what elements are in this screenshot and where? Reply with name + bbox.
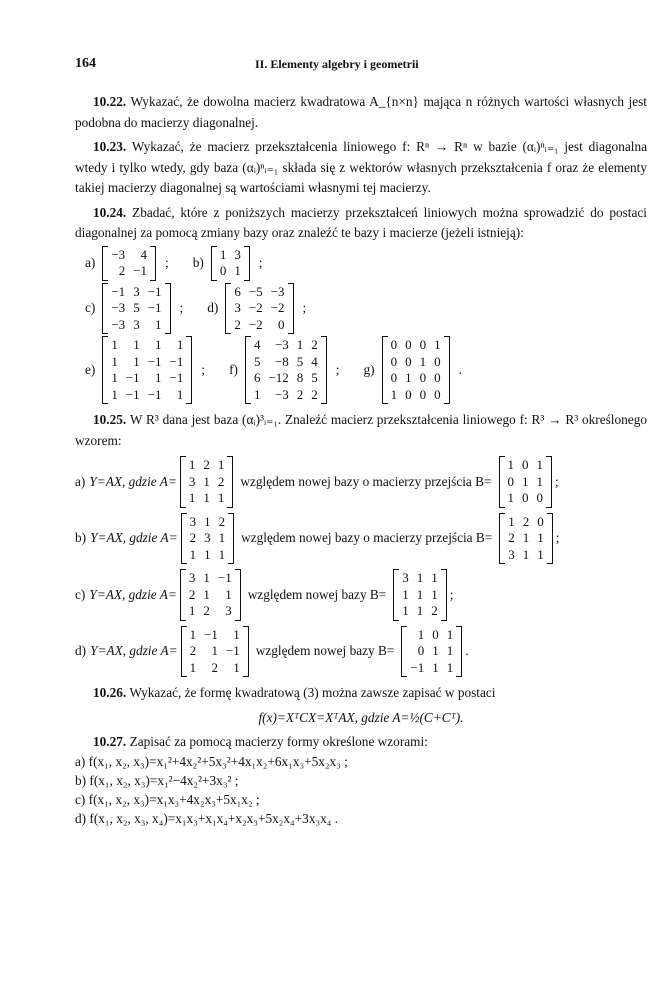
matrix-cell: 6 bbox=[253, 370, 261, 385]
matrix-cell: 1 bbox=[507, 490, 515, 505]
item-label: f) bbox=[229, 362, 238, 377]
matrix-cell: 5 bbox=[311, 370, 318, 385]
item-label: d) bbox=[207, 300, 219, 316]
matrix-cell: 1 bbox=[176, 386, 184, 402]
punctuation: ; bbox=[555, 473, 559, 489]
matrix-cell: −8 bbox=[274, 353, 289, 369]
right-bracket bbox=[244, 246, 250, 281]
punctuation: ; bbox=[258, 255, 263, 270]
matrix-cell: 3 bbox=[234, 300, 241, 315]
matrix-cell: 1 bbox=[111, 353, 118, 369]
matrix-cell: 2 bbox=[188, 586, 196, 602]
matrix-cell: −1 bbox=[147, 283, 162, 299]
matrix-cell: −12 bbox=[268, 370, 289, 385]
matrix bbox=[499, 456, 553, 508]
matrix-cell: −3 bbox=[270, 283, 285, 299]
matrix-cell: 0 bbox=[432, 626, 439, 642]
matrix-cell: 2 bbox=[431, 603, 438, 618]
matrix bbox=[181, 626, 249, 678]
matrix-cell: 1 bbox=[188, 457, 196, 472]
matrix-cell: 1 bbox=[522, 530, 530, 545]
right-bracket bbox=[321, 336, 327, 404]
right-bracket bbox=[165, 283, 171, 335]
matrix-cell: 1 bbox=[204, 546, 211, 562]
matrix-cell: −3 bbox=[274, 337, 289, 352]
problem-number: 10.23. bbox=[93, 139, 127, 154]
matrix-cell: 1 bbox=[390, 386, 398, 402]
matrix bbox=[401, 626, 462, 678]
matrix-cell: 1 bbox=[522, 546, 530, 562]
punctuation: ; bbox=[449, 586, 454, 602]
right-bracket bbox=[546, 456, 552, 508]
matrix-row bbox=[75, 283, 647, 335]
matrix-cell: 1 bbox=[431, 570, 438, 585]
matrix-cells bbox=[407, 626, 456, 678]
problem-text: Wykazać, że dowolna macierz kwadratowa A_{n×n} mająca n różnych wartości własnych jest podobna do macierzy diagonalnej. bbox=[75, 94, 647, 130]
matrix-cell: 1 bbox=[402, 586, 409, 602]
matrix-cell: 1 bbox=[155, 337, 162, 352]
matrix-cell: 1 bbox=[508, 513, 515, 529]
matrix-cell: 5 bbox=[253, 353, 261, 369]
matrix-cell: 1 bbox=[536, 473, 544, 489]
problem-number: 10.22. bbox=[93, 94, 127, 109]
matrix-cell: −3 bbox=[111, 300, 126, 315]
matrix-cell: 2 bbox=[203, 457, 210, 472]
matrix-cell: 1 bbox=[111, 337, 118, 352]
right-bracket bbox=[186, 336, 192, 404]
right-bracket bbox=[150, 246, 156, 281]
matrix-cell: −1 bbox=[169, 353, 184, 369]
problem-number: 10.24. bbox=[93, 204, 127, 220]
matrix-cells bbox=[108, 336, 186, 404]
matrix-cells bbox=[187, 626, 243, 678]
matrix-cell: 1 bbox=[446, 643, 454, 658]
matrix-cell: 3 bbox=[508, 546, 515, 562]
matrix-cell: 1 bbox=[416, 586, 424, 602]
matrix-cells bbox=[187, 513, 229, 565]
matrix-cell: 5 bbox=[133, 300, 140, 315]
matrix bbox=[180, 569, 241, 621]
matrix-cell: 3 bbox=[225, 603, 232, 618]
transformation-row bbox=[75, 513, 647, 565]
matrix bbox=[499, 513, 553, 565]
matrix-row bbox=[75, 336, 647, 404]
item-description: względem nowej bazy o macierzy przejścia B= bbox=[240, 473, 492, 489]
problem-text: W R³ dana jest baza (αᵢ)³ᵢ₌₁. Znaleźć macierz przekształcenia liniowego f: R³ → R³ określonego wzorem: bbox=[75, 412, 647, 448]
matrix-cell: 1 bbox=[233, 659, 240, 675]
matrix bbox=[181, 513, 235, 565]
matrix-cell: 1 bbox=[405, 370, 412, 385]
matrix-cell: −3 bbox=[111, 316, 126, 332]
problem-10-24 bbox=[75, 203, 647, 244]
matrix-cell: 1 bbox=[189, 626, 197, 642]
matrix-cell: 1 bbox=[225, 586, 232, 602]
running-title: II. Elementy algebry i geometrii bbox=[255, 57, 419, 71]
matrix-cells bbox=[108, 283, 164, 335]
matrix-cell: 4 bbox=[311, 353, 318, 369]
matrix-cell: 1 bbox=[419, 353, 427, 369]
item-label: c) bbox=[75, 586, 86, 602]
right-bracket bbox=[227, 456, 233, 508]
matrix-cell: 1 bbox=[217, 457, 225, 472]
item-label: d) bbox=[75, 643, 87, 659]
matrix-cell: −1 bbox=[111, 283, 126, 299]
matrix-cell: 0 bbox=[405, 353, 412, 369]
matrix-cell: −2 bbox=[248, 300, 263, 315]
matrix-cell: 0 bbox=[219, 263, 227, 278]
item-equation: Y=AX, gdzie A= bbox=[89, 473, 177, 489]
matrix-cells bbox=[186, 456, 228, 508]
matrix-cells bbox=[231, 283, 287, 335]
matrix bbox=[225, 283, 293, 335]
matrix-cells bbox=[388, 336, 444, 404]
matrix-cell: 1 bbox=[417, 626, 425, 642]
matrix-cell: 1 bbox=[133, 337, 140, 352]
matrix-cell: 1 bbox=[218, 530, 226, 545]
matrix-cell: 1 bbox=[402, 603, 409, 618]
right-bracket bbox=[441, 569, 447, 621]
matrix-cell: 3 bbox=[188, 473, 196, 489]
item-equation: Y=AX, gdzie A= bbox=[90, 530, 178, 546]
matrix-cell: −3 bbox=[274, 386, 289, 402]
matrix-list-10-25 bbox=[75, 456, 647, 677]
punctuation: ; bbox=[555, 530, 560, 546]
matrix-cell: 6 bbox=[234, 283, 241, 299]
matrix-cell: 0 bbox=[390, 353, 398, 369]
matrix-cell: −1 bbox=[147, 353, 162, 369]
matrix-cell: 1 bbox=[111, 386, 118, 402]
matrix-cell: 1 bbox=[218, 546, 226, 562]
item-label: g) bbox=[363, 362, 375, 377]
matrix-cell: 1 bbox=[155, 370, 162, 385]
matrix-cell: −1 bbox=[147, 300, 162, 315]
matrix-cell: 0 bbox=[434, 353, 441, 369]
item-label: c) bbox=[85, 300, 96, 316]
punctuation: ; bbox=[179, 300, 184, 316]
problem-10-23 bbox=[75, 137, 647, 199]
item-description: względem nowej bazy B= bbox=[255, 643, 395, 659]
matrix-cell: 1 bbox=[203, 473, 210, 489]
matrix-cell: 0 bbox=[419, 337, 427, 352]
matrix-cell: 1 bbox=[537, 546, 544, 562]
matrix-cell: 2 bbox=[211, 659, 218, 675]
matrix-cell: 0 bbox=[522, 490, 529, 505]
right-bracket bbox=[547, 513, 553, 565]
matrix-cell: 3 bbox=[204, 530, 211, 545]
page-header bbox=[75, 56, 647, 78]
matrix-cell: −2 bbox=[270, 300, 285, 315]
matrix bbox=[102, 283, 170, 335]
problem-text: Wykazać, że macierz przekształcenia liniowego f: Rⁿ → Rⁿ w bazie (αᵢ)ⁿᵢ₌₁ jest diagonalna wtedy i tylko wtedy, gdy baza (αᵢ)ⁿᵢ₌₁ składa się z wektorów własnych przekształcenia f oraz że elementy takiej macierzy diagonalnej są wartościami własnymi tej macierzy. bbox=[75, 139, 647, 195]
matrix-cell: −1 bbox=[133, 263, 148, 278]
problem-text: Wykazać, że formę kwadratową (3) można zawsze zapisać w postaci bbox=[129, 685, 496, 700]
matrix-cells bbox=[217, 246, 244, 281]
matrix-cell: −1 bbox=[410, 659, 425, 675]
item-equation: Y=AX, gdzie A= bbox=[90, 643, 178, 659]
right-bracket bbox=[444, 336, 450, 404]
matrix-cell: 1 bbox=[434, 337, 441, 352]
right-bracket bbox=[235, 569, 241, 621]
matrix-cell: 1 bbox=[446, 659, 454, 675]
matrix-cell: 1 bbox=[432, 659, 439, 675]
matrix-cell: 3 bbox=[133, 283, 140, 299]
matrix-cell: −1 bbox=[169, 370, 184, 385]
quadratic-form-line: c) f(x₁, x₂, x₃)=x₁x₃+4x₂x₃+5x₁x₂ ; bbox=[75, 792, 260, 807]
matrix-cell: 1 bbox=[217, 490, 225, 505]
right-bracket bbox=[243, 626, 249, 678]
quadratic-form-line: d) f(x₁, x₂, x₃, x₄)=x₁x₃+x₁x₄+x₂x₃+5x₂x₄+3x₃x₄ . bbox=[75, 811, 339, 826]
matrix-cell: 2 bbox=[522, 513, 530, 529]
matrix-cell: −1 bbox=[125, 386, 140, 402]
matrix-cell: 3 bbox=[133, 316, 140, 332]
matrix-cell: 0 bbox=[405, 337, 412, 352]
matrix-cell: 0 bbox=[390, 337, 398, 352]
page-number: 164 bbox=[75, 56, 96, 71]
matrix bbox=[393, 569, 447, 621]
problem-10-27 bbox=[75, 732, 647, 753]
matrix-cell: −1 bbox=[147, 386, 162, 402]
problem-10-25 bbox=[75, 410, 647, 451]
matrix-cell: 1 bbox=[431, 586, 438, 602]
matrix-cells bbox=[505, 513, 547, 565]
matrix-cell: −3 bbox=[111, 246, 126, 262]
matrix-cell: 2 bbox=[203, 603, 210, 618]
matrix-cell: 2 bbox=[217, 473, 225, 489]
matrix-cell: 0 bbox=[419, 386, 427, 402]
matrix-cell: 0 bbox=[434, 370, 441, 385]
matrix-cell: 2 bbox=[311, 337, 318, 352]
matrix-cell: 1 bbox=[204, 513, 211, 529]
matrix-cell: 1 bbox=[133, 353, 140, 369]
transformation-row bbox=[75, 456, 647, 508]
matrix-cell: 0 bbox=[417, 643, 425, 658]
matrix-cell: 1 bbox=[203, 490, 210, 505]
matrix-cell: 1 bbox=[188, 490, 196, 505]
matrix-cell: 0 bbox=[390, 370, 398, 385]
matrix-cell: 1 bbox=[537, 530, 544, 545]
matrix-cells bbox=[505, 456, 547, 508]
matrix-cell: 1 bbox=[234, 263, 241, 278]
right-bracket bbox=[228, 513, 234, 565]
matrix-cell: 0 bbox=[537, 513, 544, 529]
matrix bbox=[180, 456, 234, 508]
matrix-cell: 1 bbox=[189, 546, 197, 562]
punctuation: . bbox=[458, 362, 462, 377]
matrix-cell: 1 bbox=[176, 337, 184, 352]
matrix-cell: 2 bbox=[118, 263, 126, 278]
matrix bbox=[382, 336, 450, 404]
matrix-cell: 1 bbox=[416, 570, 424, 585]
matrix-cell: 1 bbox=[233, 626, 240, 642]
matrix-cell: 1 bbox=[203, 570, 210, 585]
matrix-cell: 3 bbox=[402, 570, 409, 585]
matrix-cells bbox=[399, 569, 441, 621]
problem-number: 10.26. bbox=[93, 685, 127, 700]
matrix-cell: 2 bbox=[508, 530, 515, 545]
matrix-cell: 1 bbox=[155, 316, 162, 332]
problem-text: Zapisać za pomocą macierzy formy określone wzorami: bbox=[129, 733, 428, 749]
item-label: a) bbox=[85, 255, 96, 270]
matrix bbox=[102, 246, 156, 281]
matrix-cell: 1 bbox=[211, 643, 218, 658]
matrix-cell: 1 bbox=[111, 370, 118, 385]
item-description: względem nowej bazy o macierzy przejścia B= bbox=[241, 530, 493, 546]
item-equation: Y=AX, gdzie A= bbox=[89, 586, 177, 602]
punctuation: . bbox=[465, 643, 469, 659]
matrix-cells bbox=[186, 569, 235, 621]
matrix-cell: 4 bbox=[140, 246, 148, 262]
matrix-cell: −1 bbox=[125, 370, 140, 385]
matrix-cell: 3 bbox=[189, 513, 197, 529]
matrix bbox=[211, 246, 250, 281]
punctuation: ; bbox=[335, 362, 340, 377]
transformation-row bbox=[75, 569, 647, 621]
matrix-cell: 5 bbox=[296, 353, 304, 369]
matrix-cell: −1 bbox=[225, 643, 240, 658]
item-label: b) bbox=[192, 255, 204, 270]
punctuation: ; bbox=[165, 255, 169, 270]
matrix-cell: 1 bbox=[446, 626, 454, 642]
problem-10-26 bbox=[75, 683, 647, 704]
matrix-cell: 1 bbox=[296, 337, 304, 352]
matrix-cell: 1 bbox=[536, 457, 544, 472]
matrix-cells bbox=[251, 336, 321, 404]
matrix-cell: 1 bbox=[507, 457, 515, 472]
matrix-cell: 0 bbox=[536, 490, 544, 505]
matrix-cell: 2 bbox=[311, 386, 318, 402]
item-description: względem nowej bazy B= bbox=[247, 586, 387, 602]
matrix-cell: 4 bbox=[253, 337, 261, 352]
matrix-cell: 8 bbox=[296, 370, 304, 385]
quadratic-form-formula: f(x)=XᵀCX=XᵀAX, gdzie A=½(C+Cᵀ). bbox=[258, 709, 464, 725]
problem-number: 10.27. bbox=[93, 733, 127, 749]
matrix bbox=[245, 336, 327, 404]
matrix-cell: 0 bbox=[507, 473, 515, 489]
punctuation: ; bbox=[302, 300, 307, 316]
matrix-cell: 0 bbox=[278, 316, 285, 332]
matrix-cell: 1 bbox=[416, 603, 424, 618]
right-bracket bbox=[288, 283, 294, 335]
matrix-cell: 1 bbox=[219, 246, 227, 262]
matrix-cell: 1 bbox=[189, 659, 197, 675]
page bbox=[75, 56, 647, 828]
problem-10-22 bbox=[75, 92, 647, 133]
matrix-cell: 1 bbox=[253, 386, 261, 402]
matrix-cell: 1 bbox=[432, 643, 439, 658]
matrix-cell: −1 bbox=[217, 570, 232, 585]
matrix-cell: −5 bbox=[248, 283, 263, 299]
matrix-cells bbox=[108, 246, 150, 281]
matrix-cell: 2 bbox=[218, 513, 226, 529]
quadratic-form-line: b) f(x₁, x₂, x₃)=x₁²−4x₂²+3x₃² ; bbox=[75, 773, 239, 788]
quadratic-form-line: a) f(x₁, x₂, x₃)=x₁²+4x₂²+5x₃²+4x₁x₂+6x₁x₃+5x₂x₃ ; bbox=[75, 754, 348, 769]
right-bracket bbox=[456, 626, 462, 678]
matrix-cell: 1 bbox=[203, 586, 210, 602]
problem-text: Zbadać, które z poniższych macierzy przekształceń liniowych można sprowadzić do postaci diagonalnej za pomocą zmiany bazy oraz znaleźć te bazy i macierze (jeżeli istnieją): bbox=[75, 204, 647, 240]
matrix-cell: 2 bbox=[189, 643, 197, 658]
matrix-row bbox=[75, 246, 647, 281]
matrix-cell: 0 bbox=[522, 457, 529, 472]
item-label: b) bbox=[75, 530, 87, 546]
matrix-cell: 2 bbox=[189, 530, 197, 545]
item-label: a) bbox=[75, 473, 86, 489]
matrix-cell: 0 bbox=[434, 386, 441, 402]
matrix-cell: 2 bbox=[296, 386, 304, 402]
matrix-cell: 0 bbox=[405, 386, 412, 402]
transformation-row bbox=[75, 626, 647, 678]
matrix bbox=[102, 336, 192, 404]
matrix-cell: 1 bbox=[188, 603, 196, 618]
matrix-cell: 3 bbox=[234, 246, 241, 262]
matrix-cell: 3 bbox=[188, 570, 196, 585]
matrix-list-10-24 bbox=[75, 246, 647, 405]
problem-number: 10.25. bbox=[93, 412, 127, 427]
matrix-cell: 2 bbox=[234, 316, 241, 332]
item-label: e) bbox=[85, 362, 96, 377]
punctuation: ; bbox=[201, 362, 206, 377]
matrix-cell: −2 bbox=[248, 316, 263, 332]
form-list-10-27 bbox=[75, 752, 647, 828]
matrix-cell: 0 bbox=[419, 370, 427, 385]
matrix-cell: 1 bbox=[522, 473, 529, 489]
matrix-cell: −1 bbox=[204, 626, 218, 642]
